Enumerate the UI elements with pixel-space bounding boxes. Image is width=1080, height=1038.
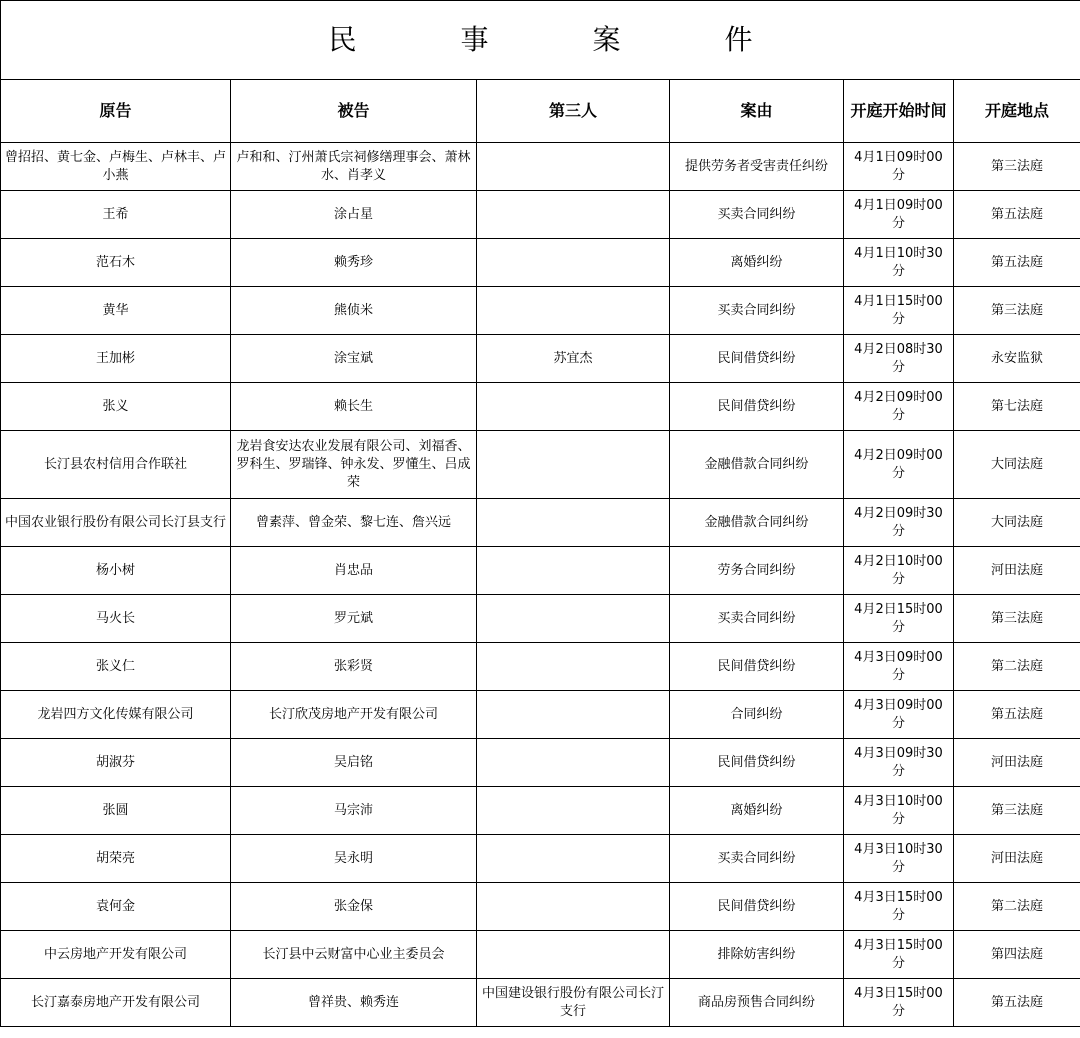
header-venue: 开庭地点 — [954, 80, 1080, 143]
cell-defendant: 熊侦米 — [231, 287, 477, 335]
cell-defendant: 马宗沛 — [231, 787, 477, 835]
header-plaintiff: 原告 — [1, 80, 231, 143]
table-body — [1, 143, 1080, 1027]
cell-plaintiff: 曾招招、黄七金、卢梅生、卢林丰、卢小燕 — [1, 143, 231, 191]
cell-defendant: 吴永明 — [231, 835, 477, 883]
cell-plaintiff: 袁何金 — [1, 883, 231, 931]
table-row — [1, 431, 1080, 499]
cell-plaintiff: 长汀县农村信用合作联社 — [1, 431, 231, 499]
cell-third-party — [477, 191, 670, 239]
cell-plaintiff: 张义 — [1, 383, 231, 431]
cell-cause: 商品房预售合同纠纷 — [670, 979, 844, 1027]
cell-venue: 第五法庭 — [954, 239, 1080, 287]
cell-cause: 离婚纠纷 — [670, 787, 844, 835]
cell-venue: 永安监狱 — [954, 335, 1080, 383]
cell-plaintiff: 胡淑芬 — [1, 739, 231, 787]
cell-cause: 离婚纠纷 — [670, 239, 844, 287]
cell-third-party — [477, 383, 670, 431]
page-title — [1, 1, 1080, 80]
cell-third-party — [477, 739, 670, 787]
header-start-time: 开庭开始时间 — [844, 80, 954, 143]
cell-third-party: 中国建设银行股份有限公司长汀支行 — [477, 979, 670, 1027]
cell-venue: 大同法庭 — [954, 499, 1080, 547]
cell-start-time: 4月2日08时30分 — [844, 335, 954, 383]
cell-venue: 河田法庭 — [954, 739, 1080, 787]
cell-defendant: 张金保 — [231, 883, 477, 931]
cell-start-time: 4月1日10时30分 — [844, 239, 954, 287]
cell-third-party — [477, 691, 670, 739]
cell-plaintiff: 黄华 — [1, 287, 231, 335]
title-char: 件 — [724, 23, 753, 56]
cell-start-time: 4月1日09时00分 — [844, 143, 954, 191]
cell-defendant: 肖忠品 — [231, 547, 477, 595]
table-row — [1, 143, 1080, 191]
cell-third-party — [477, 787, 670, 835]
cell-plaintiff: 王希 — [1, 191, 231, 239]
cell-third-party — [477, 499, 670, 547]
table-row — [1, 595, 1080, 643]
header-row — [1, 80, 1080, 143]
cell-start-time: 4月3日10时00分 — [844, 787, 954, 835]
table-row — [1, 499, 1080, 547]
cell-cause: 买卖合同纠纷 — [670, 191, 844, 239]
cell-plaintiff: 范石木 — [1, 239, 231, 287]
cell-cause: 买卖合同纠纷 — [670, 835, 844, 883]
header-third-party: 第三人 — [477, 80, 670, 143]
cell-cause: 排除妨害纠纷 — [670, 931, 844, 979]
cell-third-party — [477, 547, 670, 595]
cell-defendant: 长汀县中云财富中心业主委员会 — [231, 931, 477, 979]
cell-venue: 第七法庭 — [954, 383, 1080, 431]
cell-third-party — [477, 931, 670, 979]
cell-third-party — [477, 239, 670, 287]
cell-defendant: 曾祥贵、赖秀连 — [231, 979, 477, 1027]
table-row — [1, 835, 1080, 883]
cell-venue: 河田法庭 — [954, 547, 1080, 595]
cell-start-time: 4月2日10时00分 — [844, 547, 954, 595]
cell-start-time: 4月3日09时00分 — [844, 691, 954, 739]
cell-cause: 买卖合同纠纷 — [670, 595, 844, 643]
cell-start-time: 4月2日09时00分 — [844, 383, 954, 431]
cell-plaintiff: 马火长 — [1, 595, 231, 643]
cell-defendant: 龙岩食安达农业发展有限公司、刘福香、罗科生、罗瑞锋、钟永发、罗懂生、吕成荣 — [231, 431, 477, 499]
cell-cause: 买卖合同纠纷 — [670, 287, 844, 335]
cell-third-party: 苏宜杰 — [477, 335, 670, 383]
cell-venue: 第五法庭 — [954, 979, 1080, 1027]
header-defendant: 被告 — [231, 80, 477, 143]
cell-start-time: 4月3日15时00分 — [844, 979, 954, 1027]
table-row — [1, 335, 1080, 383]
cell-venue: 河田法庭 — [954, 835, 1080, 883]
cell-third-party — [477, 595, 670, 643]
cell-defendant: 吴启铭 — [231, 739, 477, 787]
cell-plaintiff: 长汀嘉泰房地产开发有限公司 — [1, 979, 231, 1027]
table-row — [1, 383, 1080, 431]
cell-plaintiff: 龙岩四方文化传媒有限公司 — [1, 691, 231, 739]
table-row — [1, 643, 1080, 691]
cell-cause: 金融借款合同纠纷 — [670, 499, 844, 547]
table-row — [1, 739, 1080, 787]
cell-plaintiff: 中国农业银行股份有限公司长汀县支行 — [1, 499, 231, 547]
cell-start-time: 4月3日15时00分 — [844, 883, 954, 931]
cell-third-party — [477, 287, 670, 335]
cell-cause: 提供劳务者受害责任纠纷 — [670, 143, 844, 191]
title-char: 案 — [592, 23, 621, 56]
cell-defendant: 赖长生 — [231, 383, 477, 431]
cell-third-party — [477, 431, 670, 499]
cell-venue: 第三法庭 — [954, 143, 1080, 191]
cell-defendant: 卢和和、汀州萧氏宗祠修缮理事会、萧林水、肖孝义 — [231, 143, 477, 191]
cell-defendant: 张彩贤 — [231, 643, 477, 691]
title-char: 民 — [328, 23, 357, 56]
cell-start-time: 4月3日09时30分 — [844, 739, 954, 787]
cell-defendant: 赖秀珍 — [231, 239, 477, 287]
cell-cause: 金融借款合同纠纷 — [670, 431, 844, 499]
cell-venue: 第三法庭 — [954, 595, 1080, 643]
table-row — [1, 287, 1080, 335]
cell-plaintiff: 王加彬 — [1, 335, 231, 383]
cell-start-time: 4月3日15时00分 — [844, 931, 954, 979]
cell-cause: 民间借贷纠纷 — [670, 335, 844, 383]
cell-cause: 民间借贷纠纷 — [670, 643, 844, 691]
header-cause: 案由 — [670, 80, 844, 143]
cell-start-time: 4月3日09时00分 — [844, 643, 954, 691]
cell-third-party — [477, 835, 670, 883]
table-row — [1, 883, 1080, 931]
cell-venue: 第四法庭 — [954, 931, 1080, 979]
cell-cause: 民间借贷纠纷 — [670, 383, 844, 431]
table-row — [1, 239, 1080, 287]
table-row — [1, 931, 1080, 979]
cell-defendant: 罗元斌 — [231, 595, 477, 643]
cell-venue: 大同法庭 — [954, 431, 1080, 499]
cell-venue: 第二法庭 — [954, 883, 1080, 931]
table-row — [1, 547, 1080, 595]
cell-venue: 第三法庭 — [954, 787, 1080, 835]
cell-start-time: 4月3日10时30分 — [844, 835, 954, 883]
cell-defendant: 涂占星 — [231, 191, 477, 239]
cell-cause: 民间借贷纠纷 — [670, 739, 844, 787]
table-row — [1, 787, 1080, 835]
cell-plaintiff: 张圆 — [1, 787, 231, 835]
cell-start-time: 4月2日15时00分 — [844, 595, 954, 643]
cell-third-party — [477, 143, 670, 191]
cell-start-time: 4月2日09时00分 — [844, 431, 954, 499]
cell-venue: 第五法庭 — [954, 691, 1080, 739]
cell-venue: 第五法庭 — [954, 191, 1080, 239]
cell-defendant: 长汀欣茂房地产开发有限公司 — [231, 691, 477, 739]
cell-cause: 劳务合同纠纷 — [670, 547, 844, 595]
cell-start-time: 4月2日09时30分 — [844, 499, 954, 547]
cell-cause: 民间借贷纠纷 — [670, 883, 844, 931]
table-row — [1, 979, 1080, 1027]
table-row — [1, 691, 1080, 739]
cell-plaintiff: 中云房地产开发有限公司 — [1, 931, 231, 979]
title-row — [1, 1, 1080, 80]
cell-start-time: 4月1日09时00分 — [844, 191, 954, 239]
cell-defendant: 涂宝斌 — [231, 335, 477, 383]
cell-third-party — [477, 643, 670, 691]
cell-plaintiff: 胡荣亮 — [1, 835, 231, 883]
table-row — [1, 191, 1080, 239]
cell-venue: 第二法庭 — [954, 643, 1080, 691]
cell-cause: 合同纠纷 — [670, 691, 844, 739]
cell-plaintiff: 杨小树 — [1, 547, 231, 595]
cell-defendant: 曾素萍、曾金荣、黎七连、詹兴远 — [231, 499, 477, 547]
cell-venue: 第三法庭 — [954, 287, 1080, 335]
cell-plaintiff: 张义仁 — [1, 643, 231, 691]
cell-third-party — [477, 883, 670, 931]
title-char: 事 — [460, 23, 489, 56]
cell-start-time: 4月1日15时00分 — [844, 287, 954, 335]
